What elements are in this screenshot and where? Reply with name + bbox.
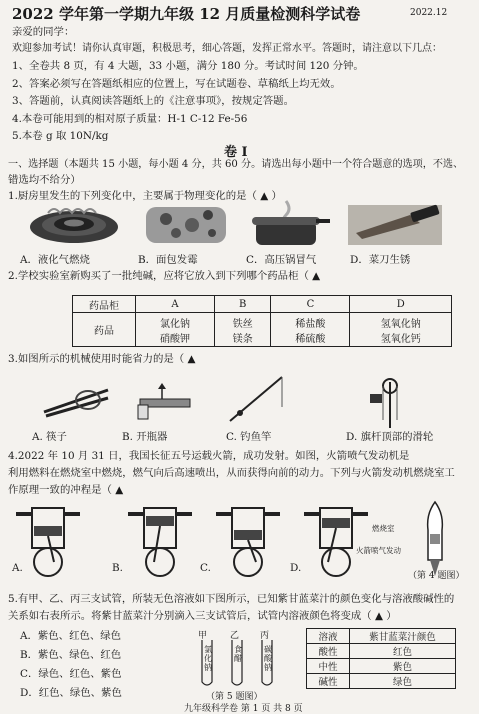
q1-option-c: C．高压锅冒气 [246, 254, 317, 266]
moldy-bread-image [142, 203, 230, 247]
q5-option-a: A．紫色、红色、绿色 [20, 630, 122, 642]
greeting: 亲爱的同学： [12, 26, 75, 38]
table-cell: 酸性 [307, 644, 350, 659]
table-header-cell: A [136, 296, 215, 313]
page-title: 2022 学年第一学期九年级 12 月质量检测科学试卷 [12, 5, 361, 23]
rocket-image [420, 500, 450, 580]
table-header-cell: 紫甘蓝菜汁颜色 [350, 629, 456, 644]
q1-option-a: A．液化气燃烧 [20, 254, 90, 266]
q5-option-b: B．紫色、绿色、红色 [20, 649, 122, 661]
table-header-cell: C [271, 296, 350, 313]
q4-option-b: B. [112, 562, 123, 574]
table-cell: 氯化钠 硝酸钾 [136, 313, 215, 347]
q4-figure-caption: （第 4 题图） [408, 571, 465, 581]
rocket-label-engine: 火箭喷气发动 [356, 546, 401, 555]
q4-option-c: C. [200, 562, 211, 574]
pressure-cooker-image [246, 199, 332, 249]
q2-cabinet-table [72, 295, 452, 347]
q5-option-c: C．绿色、红色、紫色 [20, 668, 122, 680]
engine-stroke-c-image [212, 504, 284, 580]
q1-stem: 1.厨房里发生的下列变化中，主要属于物理变化的是（ ▲ ） [8, 190, 282, 202]
q4-option-a: A. [12, 562, 23, 574]
q4-line1: 4.2022 年 10 月 31 日，我国长征五号运载火箭，成功发射。如图，火箭喷气发动机是 [8, 450, 410, 462]
table-header-cell: D [350, 296, 452, 313]
tube-content-bing: 碳酸钠 [264, 645, 272, 672]
q5-line2: 关系如右表所示。将紫甘蓝菜汁分别滴入三支试管后，试管内溶液颜色将变成（ ▲ ） [8, 610, 397, 622]
bottle-opener-image [130, 381, 194, 421]
section-heading-line1: 一、选择题（本题共 15 小题，每小题 4 分，共 60 分。请选出每小题中一个符合题意的选项，不选、 [8, 159, 464, 170]
table-cell: 中性 [307, 659, 350, 674]
q3-option-c: C. 钓鱼竿 [226, 431, 272, 443]
instruction-3: 3、答题前，认真阅读答题纸上的《注意事项》，按规定答题。 [12, 95, 294, 107]
rusty-knife-image [346, 203, 444, 247]
table-cell: 铁丝 镁条 [215, 313, 271, 347]
instruction-5: 5.本卷 g 取 10N/kg [12, 130, 109, 142]
q1-option-d: D．菜刀生锈 [350, 254, 411, 266]
exam-date: 2022.12 [410, 8, 448, 18]
table-cell: 碱性 [307, 674, 350, 689]
q3-option-d: D. 旗杆顶部的滑轮 [346, 431, 434, 443]
tube-label-yi: 乙 [230, 631, 240, 641]
section-title: 卷 I [224, 145, 248, 160]
table-header-cell: 溶液 [307, 629, 350, 644]
fishing-rod-image [226, 373, 288, 425]
table-cell: 氢氧化钠 氢氧化钙 [350, 313, 452, 347]
q4-line2: 利用燃料在燃烧室中燃烧，燃气向后高速喷出，从而获得向前的动力。下列与火箭发动机燃烧室工 [8, 467, 455, 479]
rocket-label-combustion-chamber: 燃烧室 [372, 524, 395, 533]
section-heading-line2: 错选均不给分） [8, 174, 81, 186]
intro-text: 欢迎参加考试！请你认真审题，积极思考，细心答题，发挥正常水平。答题时，请注意以下几点： [12, 43, 442, 54]
instruction-4: 4.本卷可能用到的相对原子质量：H-1 C-12 Fe-56 [12, 113, 248, 125]
tube-label-jia: 甲 [198, 631, 208, 641]
engine-stroke-d-image [300, 504, 372, 580]
q5-figure-caption: （第 5 题图） [206, 692, 263, 702]
table-header-cell: 药品柜 [73, 296, 136, 313]
table-cell: 红色 [350, 644, 456, 659]
table-cell: 稀盐酸 稀硫酸 [271, 313, 350, 347]
q5-color-table [306, 628, 456, 689]
q1-option-b: B．面包发霉 [138, 254, 198, 266]
tube-content-jia: 氯化钠 [204, 645, 212, 672]
table-header-cell: B [215, 296, 271, 313]
q5-line1: 5.有甲、乙、丙三支试管，所装无色溶液如下图所示，已知紫甘蓝菜汁的颜色变化与溶液酸碱性的 [8, 593, 455, 605]
q4-line3: 作原理一致的冲程是（ ▲ [8, 484, 124, 496]
instruction-1: 1、全卷共 8 页，有 4 大题，33 小题，满分 180 分。考试时间 120 分钟。 [12, 60, 364, 72]
q2-stem: 2.学校实验室新购买了一批纯碱，应将它放入到下列哪个药品柜（ ▲ [8, 270, 321, 282]
table-row-label: 药品 [73, 313, 136, 347]
tube-content-yi: 食醋 [234, 645, 242, 663]
instruction-2: 2、答案必须写在答题纸相应的位置上，写在试题卷、草稿纸上均无效。 [12, 78, 341, 90]
chopsticks-image [40, 384, 112, 418]
q3-option-a: A. 筷子 [32, 431, 67, 443]
table-cell: 绿色 [350, 674, 456, 689]
q4-option-d: D. [290, 562, 302, 574]
q5-option-d: D．红色、绿色、紫色 [20, 687, 122, 699]
table-cell: 紫色 [350, 659, 456, 674]
q3-stem: 3.如图所示的机械使用时能省力的是（ ▲ [8, 353, 196, 365]
engine-stroke-b-image [124, 504, 196, 580]
gas-stove-image [28, 203, 120, 247]
page-footer: 九年级科学卷 第 1 页 共 8 页 [184, 704, 303, 714]
flagpole-pulley-image [366, 374, 408, 428]
tube-label-bing: 丙 [260, 631, 270, 641]
q3-option-b: B. 开瓶器 [122, 431, 168, 443]
